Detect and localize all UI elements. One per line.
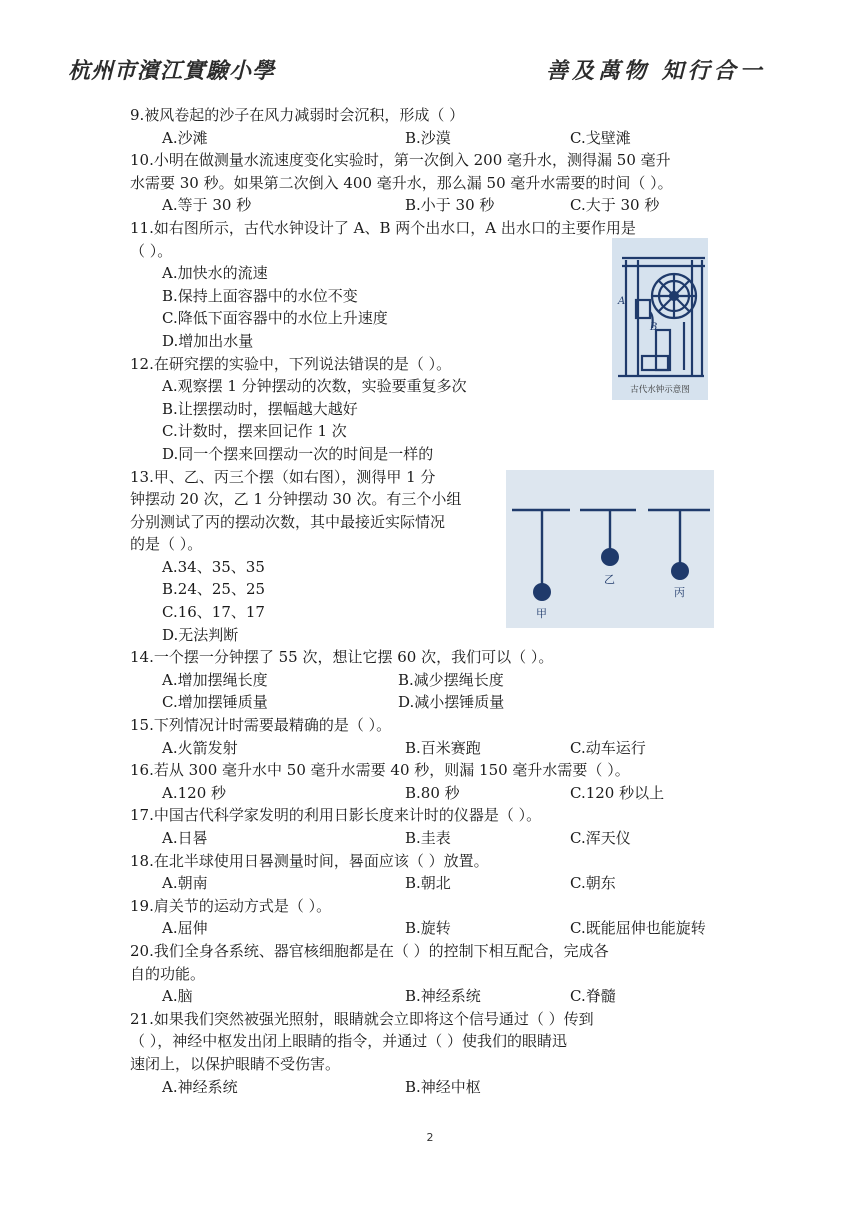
answer-options-row — [130, 669, 740, 692]
question-text: 11.如右图所示，古代水钟设计了 A、B 两个出水口，A 出水口的主要作用是 — [130, 218, 636, 237]
label-jia: 甲 — [536, 607, 547, 620]
answer-option: B.朝北 — [405, 874, 451, 893]
water-clock-diagram — [612, 238, 708, 400]
answer-option: C.大于 30 秒 — [570, 196, 660, 215]
answer-options-row — [130, 782, 740, 805]
pendulum-diagram — [506, 470, 714, 628]
answer-options-row — [130, 985, 740, 1008]
question-text: （ ）。 — [130, 241, 173, 260]
label-b: B — [650, 322, 658, 333]
answer-option: D.减小摆锤质量 — [398, 693, 505, 712]
answer-option: C.浑天仪 — [570, 829, 631, 847]
question-text: 19.肩关节的运动方式是（ ）。 — [130, 896, 332, 915]
question-text: 15.下列情况计时需要最精确的是（ ）。 — [130, 716, 392, 735]
answer-option: A.日晷 — [162, 829, 208, 847]
answer-option: D.同一个摆来回摆动一次的时间是一样的 — [162, 444, 434, 463]
answer-options-row — [130, 127, 740, 150]
water-clock-figure — [612, 238, 708, 400]
answer-option: C.既能屈伸也能旋转 — [570, 919, 706, 938]
question-text: 13.甲、乙、丙三个摆（如右图），测得甲 1 分 — [130, 467, 436, 486]
answer-option: A.屈伸 — [162, 919, 208, 938]
answer-options-row — [130, 737, 740, 760]
pendulum-jia-bob — [533, 583, 551, 601]
answer-option: A.120 秒 — [162, 783, 226, 802]
answer-options-row — [130, 194, 740, 217]
label-yi: 乙 — [604, 573, 615, 586]
answer-options-row — [130, 872, 740, 895]
answer-option: C.16、17、17 — [162, 603, 265, 622]
answer-option: B.沙漠 — [405, 128, 451, 147]
question-text: （ ），神经中枢发出闭上眼睛的指令，并通过（ ）使我们的眼睛迅 — [130, 1032, 568, 1051]
question-text: 9.被风卷起的沙子在风力减弱时会沉积，形成（ ） — [130, 106, 465, 124]
answer-option: A.增加摆绳长度 — [162, 670, 268, 689]
answer-options-row — [130, 917, 740, 940]
answer-option: D.无法判断 — [162, 625, 239, 644]
answer-option: B.旋转 — [405, 919, 451, 938]
answer-option: C.降低下面容器中的水位上升速度 — [162, 309, 388, 328]
question-text: 的是（ ）。 — [130, 535, 203, 554]
pendulum-figure — [506, 470, 714, 628]
page-number: 2 — [426, 1131, 434, 1144]
answer-option: B.减少摆绳长度 — [398, 670, 504, 689]
answer-options-row — [130, 691, 740, 714]
answer-option: A.34、35、35 — [162, 557, 265, 576]
answer-options-row — [130, 1076, 740, 1099]
answer-option: A.火箭发射 — [162, 738, 238, 757]
answer-option: C.计数时，摆来回记作 1 次 — [162, 422, 347, 441]
school-name-header: 杭州市濱江實驗小學 — [68, 58, 276, 84]
answer-option: C.120 秒以上 — [570, 783, 665, 802]
question-text: 14.一个摆一分钟摆了 55 次，想让它摆 60 次，我们可以（ ）。 — [130, 648, 554, 667]
answer-option: B.神经中枢 — [405, 1077, 481, 1096]
question-text: 18.在北半球使用日晷测量时间，晷面应该（ ）放置。 — [130, 851, 489, 870]
answer-option: A.脑 — [162, 987, 193, 1006]
answer-option: B.保持上面容器中的水位不变 — [162, 286, 358, 305]
answer-option: D.增加出水量 — [162, 331, 254, 350]
question-text: 分别测试了丙的摆动次数，其中最接近实际情况 — [130, 512, 446, 531]
answer-option: C.增加摆锤质量 — [162, 693, 268, 712]
question-text: 速闭上，以保护眼睛不受伤害。 — [130, 1054, 341, 1073]
answer-option: B.神经系统 — [405, 987, 481, 1006]
school-motto-header: 善及萬物 知行合一 — [546, 58, 766, 84]
answer-option: C.朝东 — [570, 874, 616, 893]
answer-option: B.24、25、25 — [162, 580, 266, 599]
label-a: A — [618, 296, 626, 307]
question-text: 16.若从 300 毫升水中 50 毫升水需要 40 秒，则漏 150 毫升水需要（ ）。 — [130, 761, 630, 780]
question-text: 钟摆动 20 次，乙 1 分钟摆动 30 次。有三个小组 — [130, 490, 462, 509]
answer-option: C.戈壁滩 — [570, 128, 631, 147]
question-text: 自的功能。 — [130, 964, 206, 983]
question-text: 水需要 30 秒。如果第二次倒入 400 毫升水，那么漏 50 毫升水需要的时间（ ）。 — [130, 173, 673, 192]
answer-option: A.神经系统 — [162, 1077, 238, 1096]
answer-option: A.朝南 — [162, 874, 208, 893]
answer-option: B.百米赛跑 — [405, 738, 481, 757]
water-clock-caption: 古代水钟示意图 — [630, 385, 690, 395]
label-bing: 丙 — [674, 586, 685, 599]
answer-option: A.等于 30 秒 — [162, 196, 252, 215]
answer-option: B.小于 30 秒 — [405, 196, 495, 215]
answer-option: C.脊髓 — [570, 987, 616, 1006]
answer-options-row — [130, 827, 740, 850]
question-text: 10.小明在做测量水流速度变化实验时，第一次倒入 200 毫升水，测得漏 50 毫升 — [130, 151, 671, 170]
question-text: 17.中国古代科学家发明的利用日影长度来计时的仪器是（ ）。 — [130, 806, 542, 825]
answer-option: B.让摆摆动时，摆幅越大越好 — [162, 399, 358, 418]
question-text: 20.我们全身各系统、器官核细胞都是在（ ）的控制下相互配合，完成各 — [130, 941, 609, 960]
answer-option: B.80 秒 — [405, 783, 460, 802]
answer-option: C.动车运行 — [570, 738, 646, 757]
question-text: 12.在研究摆的实验中，下列说法错误的是（ ）。 — [130, 354, 452, 373]
pendulum-yi-bob — [601, 548, 619, 566]
pendulum-bing-bob — [671, 562, 689, 580]
answer-option: A.沙滩 — [162, 128, 208, 147]
answer-option: A.加快水的流速 — [162, 264, 268, 283]
answer-option: A.观察摆 1 分钟摆动的次数，实验要重复多次 — [162, 377, 467, 396]
question-text: 21.如果我们突然被强光照射，眼睛就会立即将这个信号通过（ ）传到 — [130, 1009, 594, 1028]
answer-option: B.圭表 — [405, 829, 451, 847]
